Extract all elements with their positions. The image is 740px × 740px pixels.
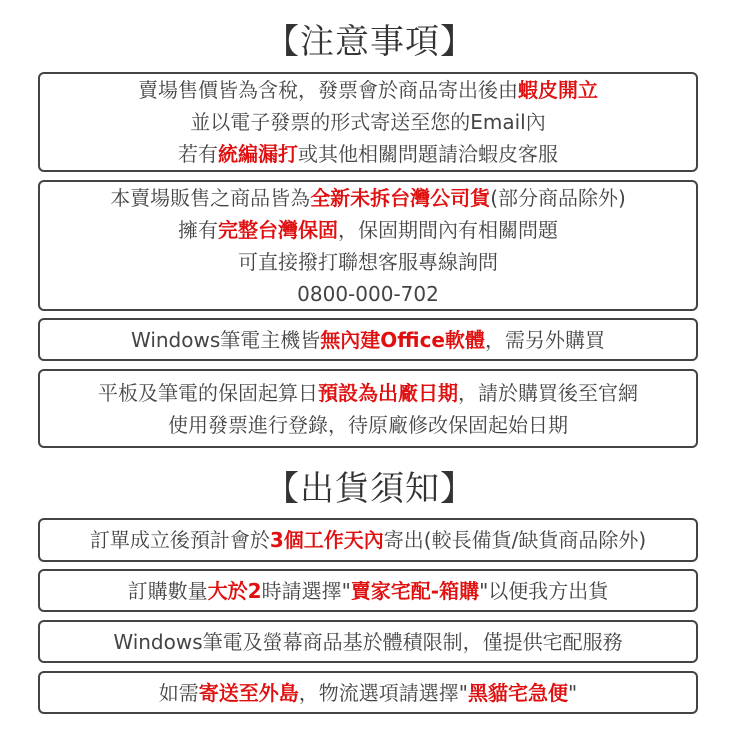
body-text: Windows筆電主機皆 — [130, 327, 321, 352]
text-line — [128, 575, 609, 607]
highlighted-text: 賣家宅配-箱購 — [350, 578, 480, 603]
shipping-box — [38, 518, 698, 562]
highlighted-text: 完整台灣保固 — [218, 217, 338, 242]
shipping-box — [38, 620, 698, 663]
highlighted-text: 統編漏打 — [218, 142, 298, 166]
notice-box — [38, 318, 698, 361]
text-line — [90, 524, 646, 556]
body-text: 並以電子發票的形式寄送至您的Email內 — [190, 110, 546, 134]
body-text: Windows筆電及螢幕商品基於體積限制，僅提供宅配服務 — [113, 629, 623, 654]
text-line — [168, 409, 568, 441]
body-text: 平板及筆電的保固起算日 — [98, 380, 318, 405]
text-line — [297, 278, 439, 310]
text-line — [238, 246, 498, 278]
body-text: " — [568, 680, 578, 705]
highlighted-text: 寄送至外島 — [198, 680, 299, 705]
text-line — [131, 324, 605, 356]
text-line — [178, 138, 558, 170]
body-text: 訂單成立後預計會於 — [89, 528, 270, 552]
body-text: 賣場售價皆為含稅，發票會於商品寄出後由 — [138, 78, 518, 102]
body-text: 或其他相關問題請洽蝦皮客服 — [298, 142, 558, 166]
text-line — [110, 182, 626, 214]
shipping-title: 【出貨須知】 — [265, 469, 475, 509]
body-text: 寄出(較長備貨/缺貨商品除外) — [383, 528, 647, 552]
text-line — [138, 74, 598, 106]
body-text: 擁有 — [178, 217, 218, 242]
notice-title: 【注意事項】 — [265, 22, 475, 62]
body-text: 若有 — [178, 142, 218, 166]
highlighted-text: 黑貓宅急便 — [468, 680, 568, 705]
highlighted-text: 無內建Office軟體 — [320, 327, 485, 352]
body-text: ，物流選項請選擇" — [298, 680, 468, 705]
shipping-box — [38, 569, 698, 612]
body-text: ，需另外購買 — [485, 327, 605, 352]
body-text: "以便我方出貨 — [479, 578, 609, 603]
body-text: 訂購數量 — [127, 578, 208, 603]
text-line — [98, 377, 638, 409]
body-text: ，請於購買後至官網 — [458, 380, 638, 405]
notice-box — [38, 369, 698, 448]
body-text: (部分商品除外) — [490, 185, 626, 210]
body-text: 如需 — [158, 680, 199, 705]
text-line — [178, 214, 558, 246]
body-text: 0800-000-702 — [297, 281, 439, 306]
highlighted-text: 全新未拆台灣公司貨 — [310, 185, 491, 210]
notice-box — [38, 180, 698, 311]
highlighted-text: 蝦皮開立 — [518, 78, 598, 102]
notice-box — [38, 72, 698, 172]
highlighted-text: 3個工作天內 — [269, 528, 384, 552]
body-text: 本賣場販售之商品皆為 — [110, 185, 311, 210]
highlighted-text: 預設為出廠日期 — [318, 380, 458, 405]
text-line — [113, 626, 622, 658]
body-text: 時請選擇" — [261, 578, 351, 603]
text-line — [190, 106, 546, 138]
body-text: 可直接撥打聯想客服專線詢問 — [238, 249, 498, 274]
shipping-box — [38, 671, 698, 714]
body-text: ，保固期間內有相關問題 — [338, 217, 558, 242]
body-text: 使用發票進行登錄，待原廠修改保固起始日期 — [168, 412, 568, 437]
highlighted-text: 大於2 — [207, 578, 262, 603]
text-line — [159, 677, 577, 709]
